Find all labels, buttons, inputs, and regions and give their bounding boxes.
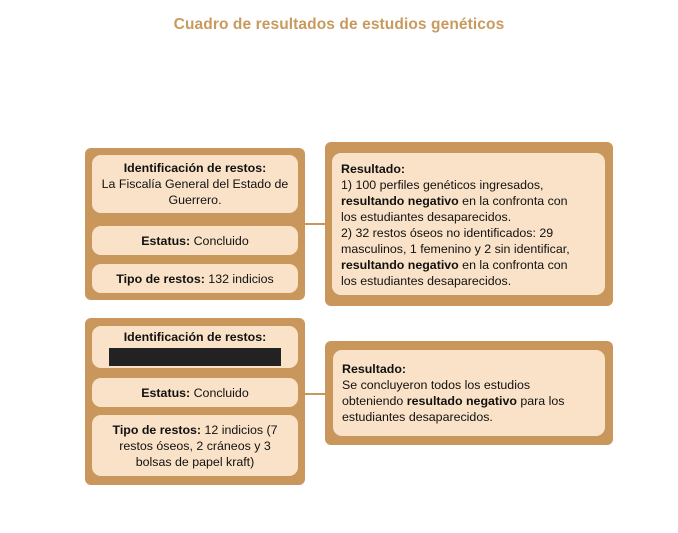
redacted-identification — [109, 348, 281, 366]
status-label: Estatus: — [141, 233, 191, 248]
type-value: 12 indicios (7 restos óseos, 2 cráneos y 3 bolsas de papel kraft) — [119, 422, 278, 469]
page-title: Cuadro de resultados de estudios genéticos — [173, 16, 505, 33]
result-line: 2) 32 restos óseos no identificados: 29 — [341, 226, 554, 240]
identification-label: Identificación de restos: — [123, 161, 267, 175]
type-label: Tipo de restos: — [116, 271, 205, 286]
identification-label: Identificación de restos: — [123, 329, 267, 344]
type-value: 132 indicios — [208, 271, 274, 286]
case-1-status-box — [92, 226, 298, 255]
result-line: en la confronta con — [458, 258, 568, 272]
case-1-identification-box — [92, 155, 298, 213]
type-label: Tipo de restos: — [112, 422, 202, 437]
result-line: 1) 100 perfiles genéticos ingresados, — [341, 178, 544, 192]
case-2-identification-box — [92, 326, 298, 368]
case-1-result-box — [332, 153, 605, 295]
result-line: en la confronta con — [458, 194, 568, 208]
case-2-result-box — [333, 350, 605, 436]
result-emphasis: resultando negativo — [341, 258, 459, 272]
result-line: los estudiantes desaparecidos. — [341, 274, 512, 288]
identification-value: La Fiscalía General del Estado de Guerrero. — [101, 177, 289, 207]
result-line: Se concluyeron todos los estudios — [342, 378, 531, 392]
result-line: los estudiantes desaparecidos. — [341, 210, 512, 224]
case-2-type-box — [92, 415, 298, 476]
status-value: Concluido — [193, 385, 249, 400]
status-label: Estatus: — [141, 385, 191, 400]
result-label: Resultado: — [341, 162, 406, 176]
case-2-status-box — [92, 378, 298, 407]
result-line: obteniendo — [342, 394, 407, 408]
result-label: Resultado: — [342, 362, 407, 376]
case-1-connector — [305, 223, 326, 225]
case-1-type-box — [92, 264, 298, 293]
result-line: masculinos, 1 femenino y 2 sin identificar, — [341, 242, 570, 256]
result-line: para los — [516, 394, 565, 408]
result-emphasis: resultando negativo — [341, 194, 459, 208]
result-emphasis: resultado negativo — [406, 394, 517, 408]
case-2-connector — [305, 393, 326, 395]
result-line: estudiantes desaparecidos. — [342, 410, 493, 424]
status-value: Concluido — [193, 233, 249, 248]
